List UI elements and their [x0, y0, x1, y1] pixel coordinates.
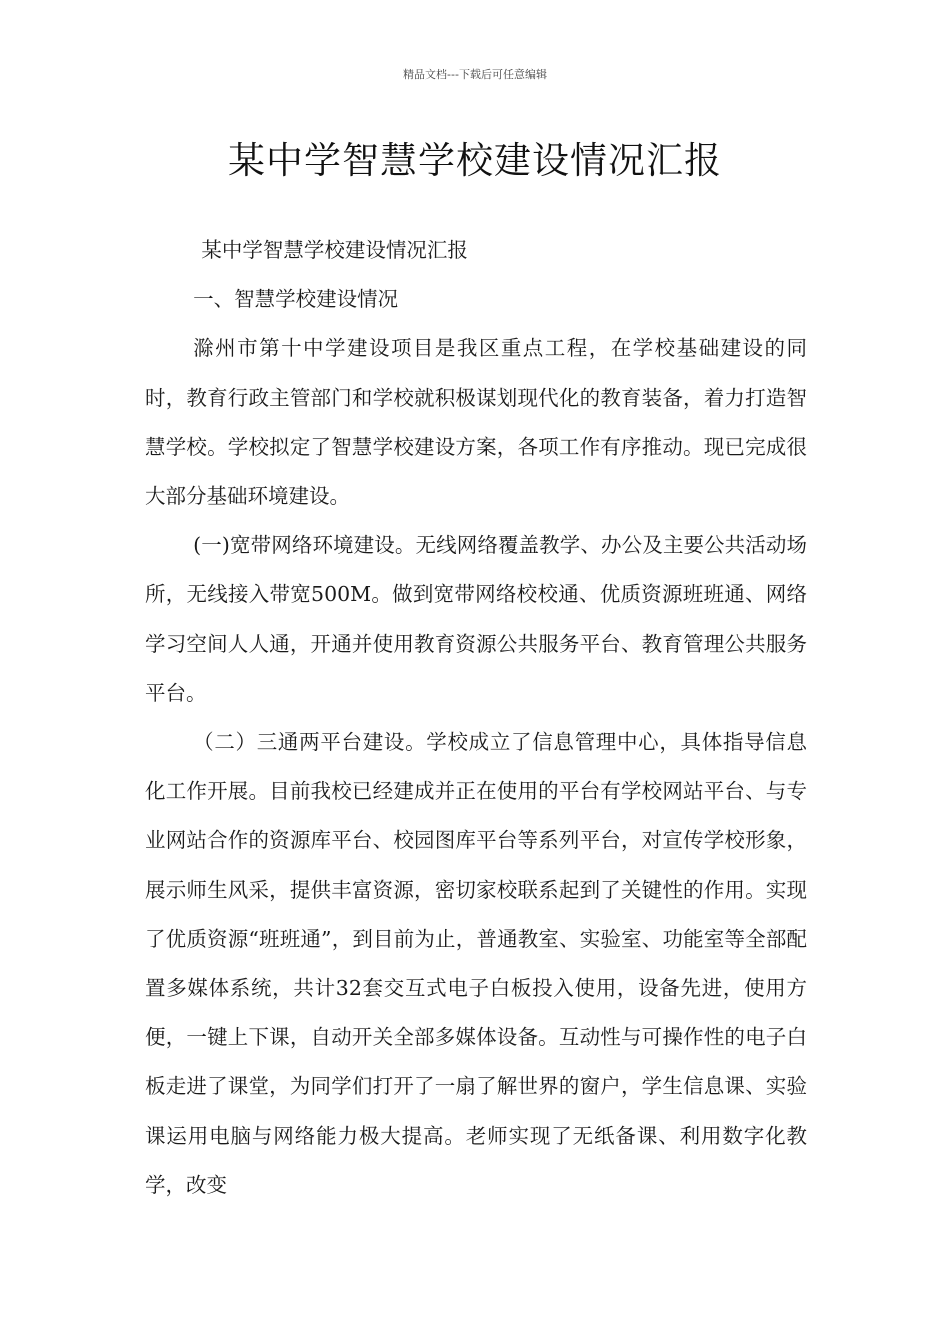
paragraph-platforms: （二）三通两平台建设。学校成立了信息管理中心，具体指导信息化工作开展。目前我校已经建成并正在使用的平台有学校网站平台、与专业网站合作的资源库平台、校园图库平台等系列平台，对宣传学校形象，展示师生风采，提供丰富资源，密切家校联系起到了关键性的作用。实现了优质资源“班班通”，到目前为止，普通教室、实验室、功能室等全部配置多媒体系统，共计32套交互式电子白板投入使用，设备先进，使用方便，一键上下课，自动开关全部多媒体设备。互动性与可操作性的电子白板走进了课堂，为同学们打开了一扇了解世界的窗户，学生信息课、实验课运用电脑与网络能力极大提高。老师实现了无纸备课、利用数字化教学，改变: [145, 730, 807, 1197]
document-body: [145, 226, 807, 1210]
document-title: 某中学智慧学校建设情况汇报: [228, 139, 722, 182]
section-heading: 一、智慧学校建设情况: [193, 287, 399, 312]
document-subtitle: 某中学智慧学校建设情况汇报: [201, 238, 468, 262]
paragraph-broadband: (一)宽带网络环境建设。无线网络覆盖教学、办公及主要公共活动场所，无线接入带宽500M。做到宽带网络校校通、优质资源班班通、网络学习空间人人通，开通并使用教育资源公共服务平台、教育管理公共服务平台。: [145, 533, 807, 705]
paragraph-intro: 滁州市第十中学建设项目是我区重点工程，在学校基础建设的同时，教育行政主管部门和学校就积极谋划现代化的教育装备，着力打造智慧学校。学校拟定了智慧学校建设方案，各项工作有序推动。现已完成很大部分基础环境建设。: [145, 336, 807, 509]
header-note: 精品文档---下载后可任意编辑: [403, 68, 547, 81]
